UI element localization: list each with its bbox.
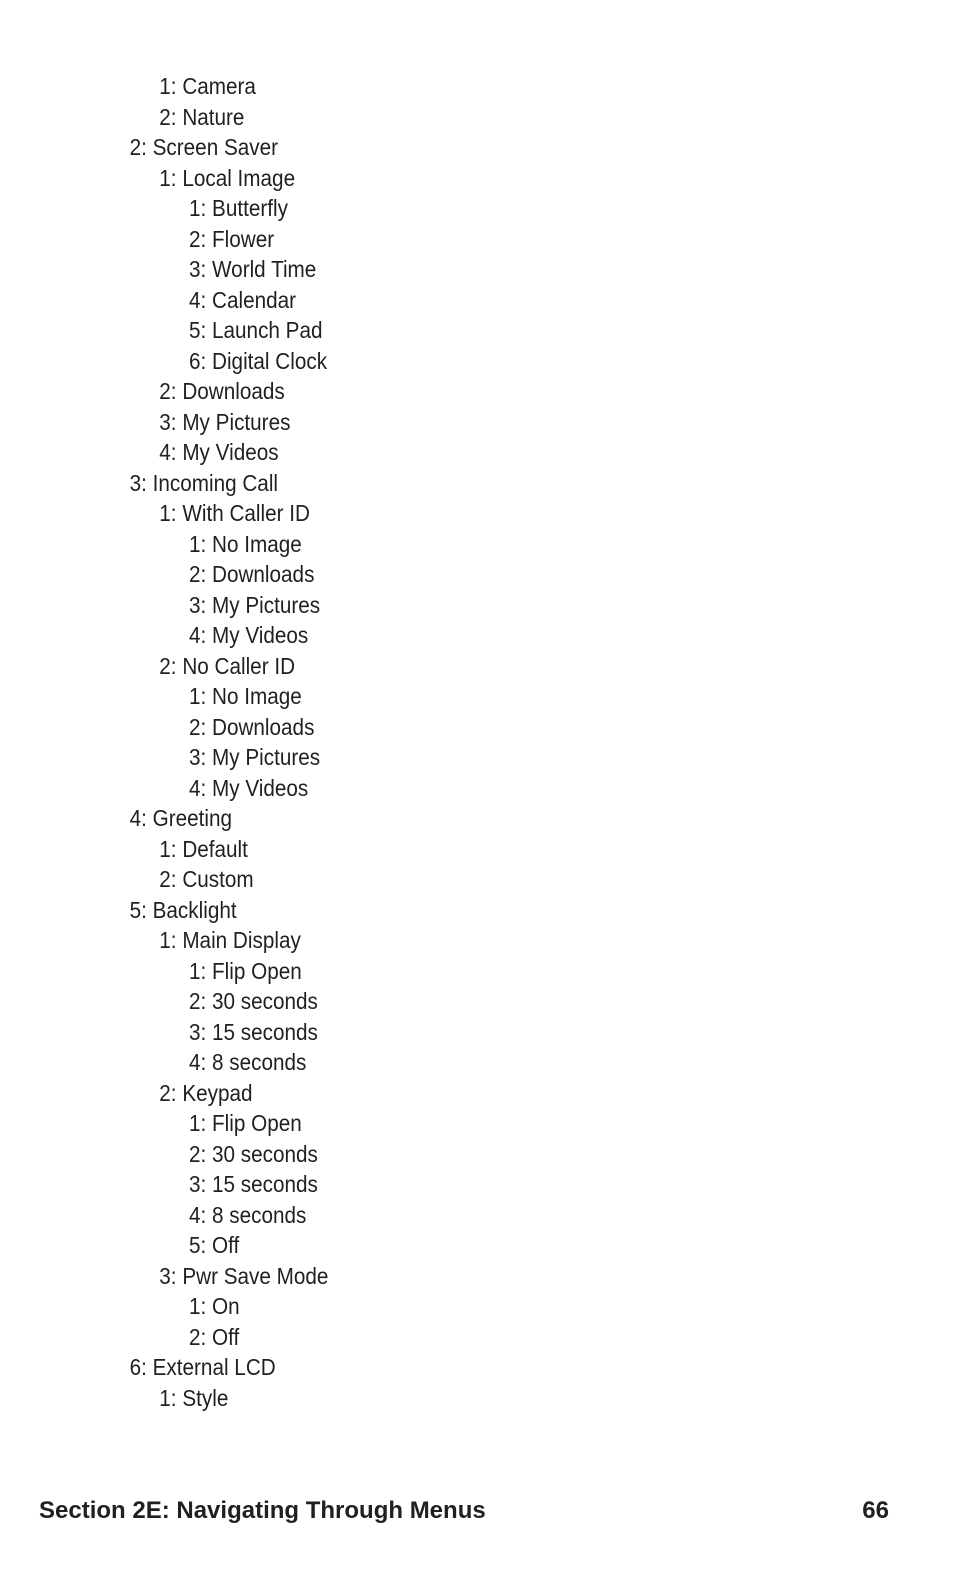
menu-item-level-3: 2: Flower: [189, 225, 275, 252]
menu-item-level-3: 4: 8 seconds: [189, 1201, 307, 1228]
menu-item-level-3: 3: My Pictures: [189, 591, 321, 618]
menu-item-level-3: 2: 30 seconds: [189, 988, 318, 1014]
section-title: Section 2E: Navigating Through Menus: [39, 1497, 486, 1524]
menu-item-level-3: 1: Butterfly: [189, 195, 288, 221]
menu-item-level-2: 1: Style: [159, 1384, 229, 1411]
menu-item-level-3: 1: No Image: [189, 683, 302, 709]
menu-item-level-3: 2: 30 seconds: [189, 1140, 318, 1167]
page-footer: [39, 1495, 889, 1527]
menu-item-level-2: 1: With Caller ID: [159, 500, 310, 526]
menu-item-level-2: 2: No Caller ID: [159, 652, 296, 679]
menu-item-level-1: 3: Incoming Call: [129, 469, 279, 496]
menu-item-level-3: 3: 15 seconds: [189, 1171, 318, 1197]
menu-item-level-3: 1: On: [189, 1293, 240, 1319]
menu-item-level-3: 3: 15 seconds: [189, 1018, 318, 1045]
menu-tree: [0, 71, 365, 1413]
menu-item-level-2: 3: Pwr Save Mode: [159, 1262, 329, 1289]
menu-item-level-2: 4: My Videos: [159, 439, 279, 465]
menu-item-level-3: 4: 8 seconds: [189, 1049, 307, 1075]
menu-item-level-3: 1: Flip Open: [189, 1110, 302, 1136]
menu-item-level-3: 6: Digital Clock: [189, 347, 328, 374]
menu-item-level-3: 3: World Time: [189, 256, 317, 282]
menu-item-level-3: 3: My Pictures: [189, 744, 321, 770]
menu-item-level-3: 4: My Videos: [189, 774, 309, 801]
page-number: 66: [862, 1497, 889, 1524]
menu-item-level-3: 2: Off: [189, 1323, 240, 1350]
menu-item-level-3: 5: Launch Pad: [189, 317, 323, 343]
menu-item-level-3: 2: Downloads: [189, 561, 315, 587]
menu-item-level-3: 1: Flip Open: [189, 957, 302, 984]
menu-item-level-3: 4: My Videos: [189, 622, 309, 648]
menu-item-level-2: 1: Camera: [159, 73, 256, 99]
menu-item-level-2: 3: My Pictures: [159, 408, 291, 435]
menu-item-level-2: 2: Keypad: [159, 1079, 253, 1106]
menu-item-level-3: 5: Off: [189, 1232, 240, 1258]
menu-item-level-1: 6: External LCD: [129, 1354, 276, 1380]
menu-item-level-2: 1: Local Image: [159, 164, 296, 191]
menu-item-level-2: 2: Custom: [159, 866, 254, 892]
menu-item-level-3: 2: Downloads: [189, 713, 315, 740]
menu-item-level-2: 2: Nature: [159, 103, 245, 130]
menu-item-level-2: 2: Downloads: [159, 378, 285, 404]
menu-item-level-3: 1: No Image: [189, 530, 302, 557]
menu-item-level-1: 2: Screen Saver: [129, 134, 279, 160]
menu-item-level-1: 5: Backlight: [129, 896, 237, 923]
menu-item-level-1: 4: Greeting: [129, 805, 233, 831]
menu-item-level-2: 1: Main Display: [159, 927, 301, 953]
menu-item-level-2: 1: Default: [159, 835, 248, 862]
menu-item-level-3: 4: Calendar: [189, 286, 297, 313]
